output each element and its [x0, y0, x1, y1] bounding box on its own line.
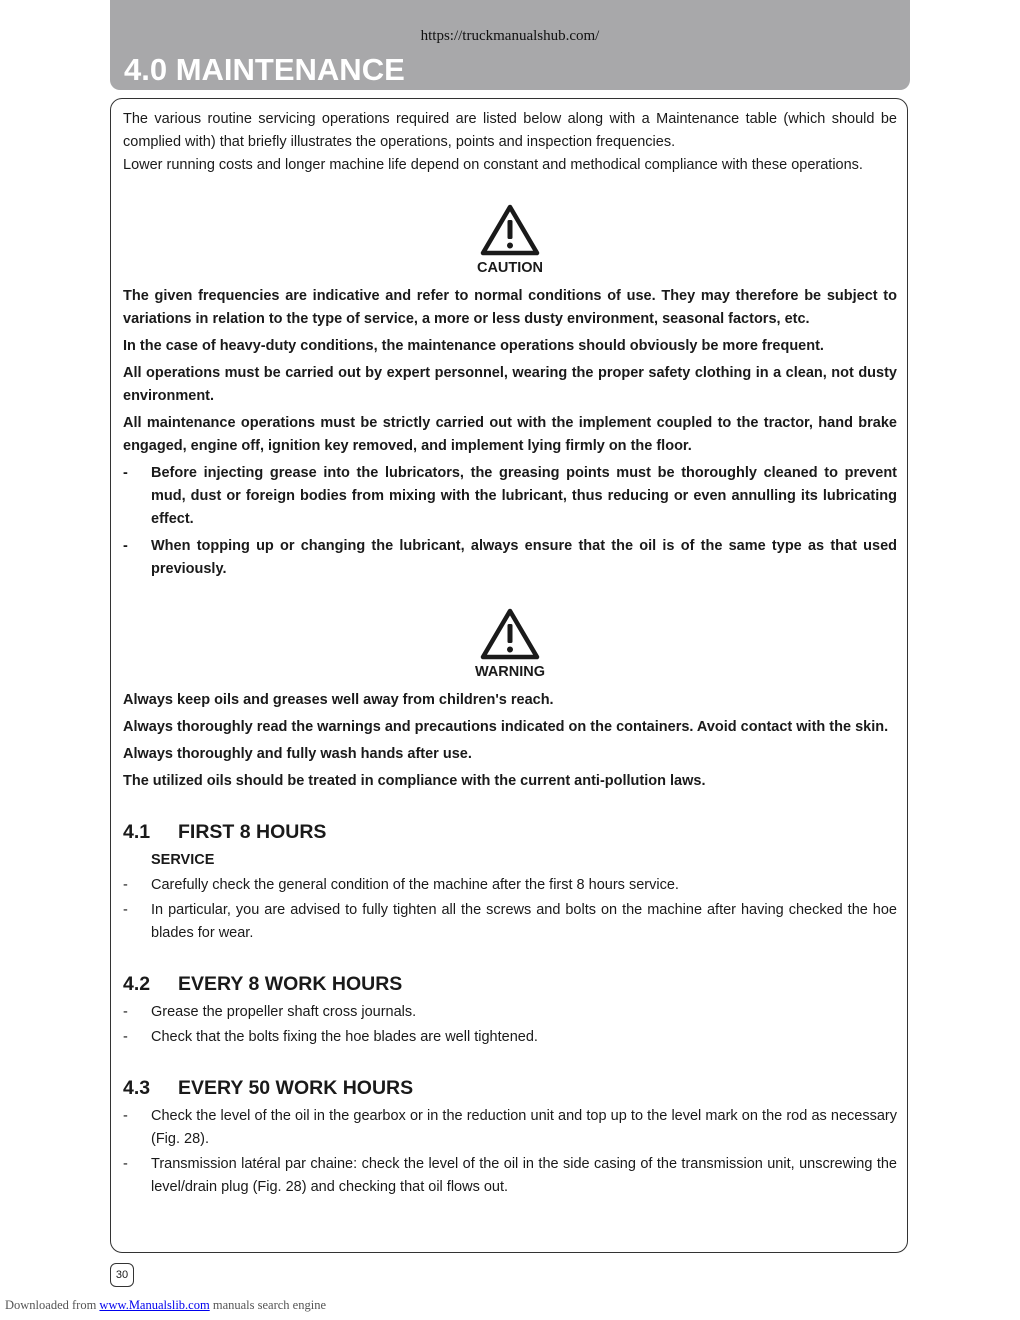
page-number: 30	[110, 1263, 134, 1287]
list-item	[123, 1153, 897, 1199]
caution-symbol	[123, 203, 897, 277]
warning-paragraph: The utilized oils should be treated in compliance with the current anti-pollution laws.	[123, 773, 706, 789]
caution-paragraph: All maintenance operations must be strictly carried out with the implement coupled to the tractor, hand brake engaged, engine off, ignition key removed, and implement lying firmly on the floor.	[123, 415, 897, 454]
warning-label: WARNING	[474, 664, 546, 680]
list-item-text: Check the level of the oil in the gearbox or in the reduction unit and top up to the level mark on the rod as necessary (Fig. 28).	[151, 1108, 897, 1147]
list-item-text: Grease the propeller shaft cross journals.	[151, 1004, 417, 1020]
section-heading	[123, 819, 897, 845]
section-title: EVERY 8 WORK HOURS	[178, 973, 403, 995]
list-item	[123, 899, 897, 945]
section-subheading: SERVICE	[151, 852, 215, 868]
footer-prefix: Downloaded from	[5, 1298, 100, 1312]
bullet-dash: -	[123, 877, 128, 893]
bullet-dash: -	[123, 538, 128, 554]
warning-paragraph: Always thoroughly read the warnings and precautions indicated on the containers. Avoid contact with the skin.	[123, 719, 889, 735]
intro-paragraph: Lower running costs and longer machine life depend on constant and methodical compliance with these operations.	[123, 157, 863, 173]
section-title: EVERY 50 WORK HOURS	[178, 1077, 414, 1099]
list-item	[123, 1026, 897, 1049]
list-item	[123, 535, 897, 581]
section-list	[123, 1105, 897, 1199]
warning-symbol	[123, 607, 897, 681]
section-number: 4.2	[123, 973, 151, 995]
list-item-text: When topping up or changing the lubricant, always ensure that the oil is of the same type as that used previously.	[151, 538, 897, 577]
section-title: FIRST 8 HOURS	[178, 821, 327, 843]
list-item-text: Transmission latéral par chaine: check the level of the oil in the side casing of the transmission unit, unscrewing the level/drain plug (Fig. 28) and checking that oil flows out.	[151, 1156, 897, 1195]
bullet-dash: -	[123, 465, 128, 481]
bullet-dash: -	[123, 1004, 128, 1020]
manualslib-link[interactable]: www.Manualslib.com	[99, 1298, 210, 1312]
section-list	[123, 874, 897, 945]
list-item	[123, 1105, 897, 1151]
footer-suffix: manuals search engine	[209, 1298, 326, 1312]
content-body	[123, 108, 897, 1201]
list-item-text: Carefully check the general condition of the machine after the first 8 hours service.	[151, 877, 679, 893]
list-item	[123, 874, 897, 897]
bullet-dash: -	[123, 1029, 128, 1045]
list-item-text: Check that the bolts fixing the hoe blades are well tightened.	[151, 1029, 538, 1045]
list-item-text: Before injecting grease into the lubricators, the greasing points must be thoroughly cleaned to prevent mud, dust or foreign bodies from mixing with the lubricant, thus reducing or even annulling its lubricating effect.	[151, 465, 897, 527]
section-number: 4.1	[123, 821, 151, 843]
caution-paragraph: In the case of heavy-duty conditions, the maintenance operations should obviously be more frequent.	[123, 338, 824, 354]
warning-triangle-icon	[479, 203, 541, 257]
header-url: https://truckmanualshub.com/	[420, 28, 600, 44]
warning-paragraph: Always keep oils and greases well away from children's reach.	[123, 692, 554, 708]
section-list	[123, 1001, 897, 1049]
intro-text	[123, 108, 897, 177]
list-item-text: In particular, you are advised to fully tighten all the screws and bolts on the machine after having checked the hoe blades for wear.	[151, 902, 897, 941]
download-footer	[5, 1298, 326, 1313]
page-title: 4.0 MAINTENANCE	[124, 52, 405, 87]
list-item	[123, 462, 897, 531]
warning-paragraph: Always thoroughly and fully wash hands after use.	[123, 746, 472, 762]
section-number: 4.3	[123, 1077, 151, 1099]
section-heading	[123, 1075, 897, 1101]
section-heading	[123, 971, 897, 997]
caution-label: CAUTION	[476, 260, 544, 276]
list-item	[123, 1001, 897, 1024]
caution-paragraph: The given frequencies are indicative and refer to normal conditions of use. They may therefore be subject to variations in relation to the type of service, a more or less dusty environment, seasonal factors, etc.	[123, 288, 897, 327]
bullet-dash: -	[123, 902, 128, 918]
intro-paragraph: The various routine servicing operations required are listed below along with a Maintenance table (which should be complied with) that briefly illustrates the operations, points and inspection frequencies.	[123, 111, 897, 150]
page-header	[110, 0, 910, 90]
caution-paragraph: All operations must be carried out by expert personnel, wearing the proper safety clothing in a clean, not dusty environment.	[123, 365, 897, 404]
bullet-dash: -	[123, 1156, 128, 1172]
bullet-dash: -	[123, 1108, 128, 1124]
warning-triangle-icon	[479, 607, 541, 661]
caution-bullet-list	[123, 462, 897, 581]
